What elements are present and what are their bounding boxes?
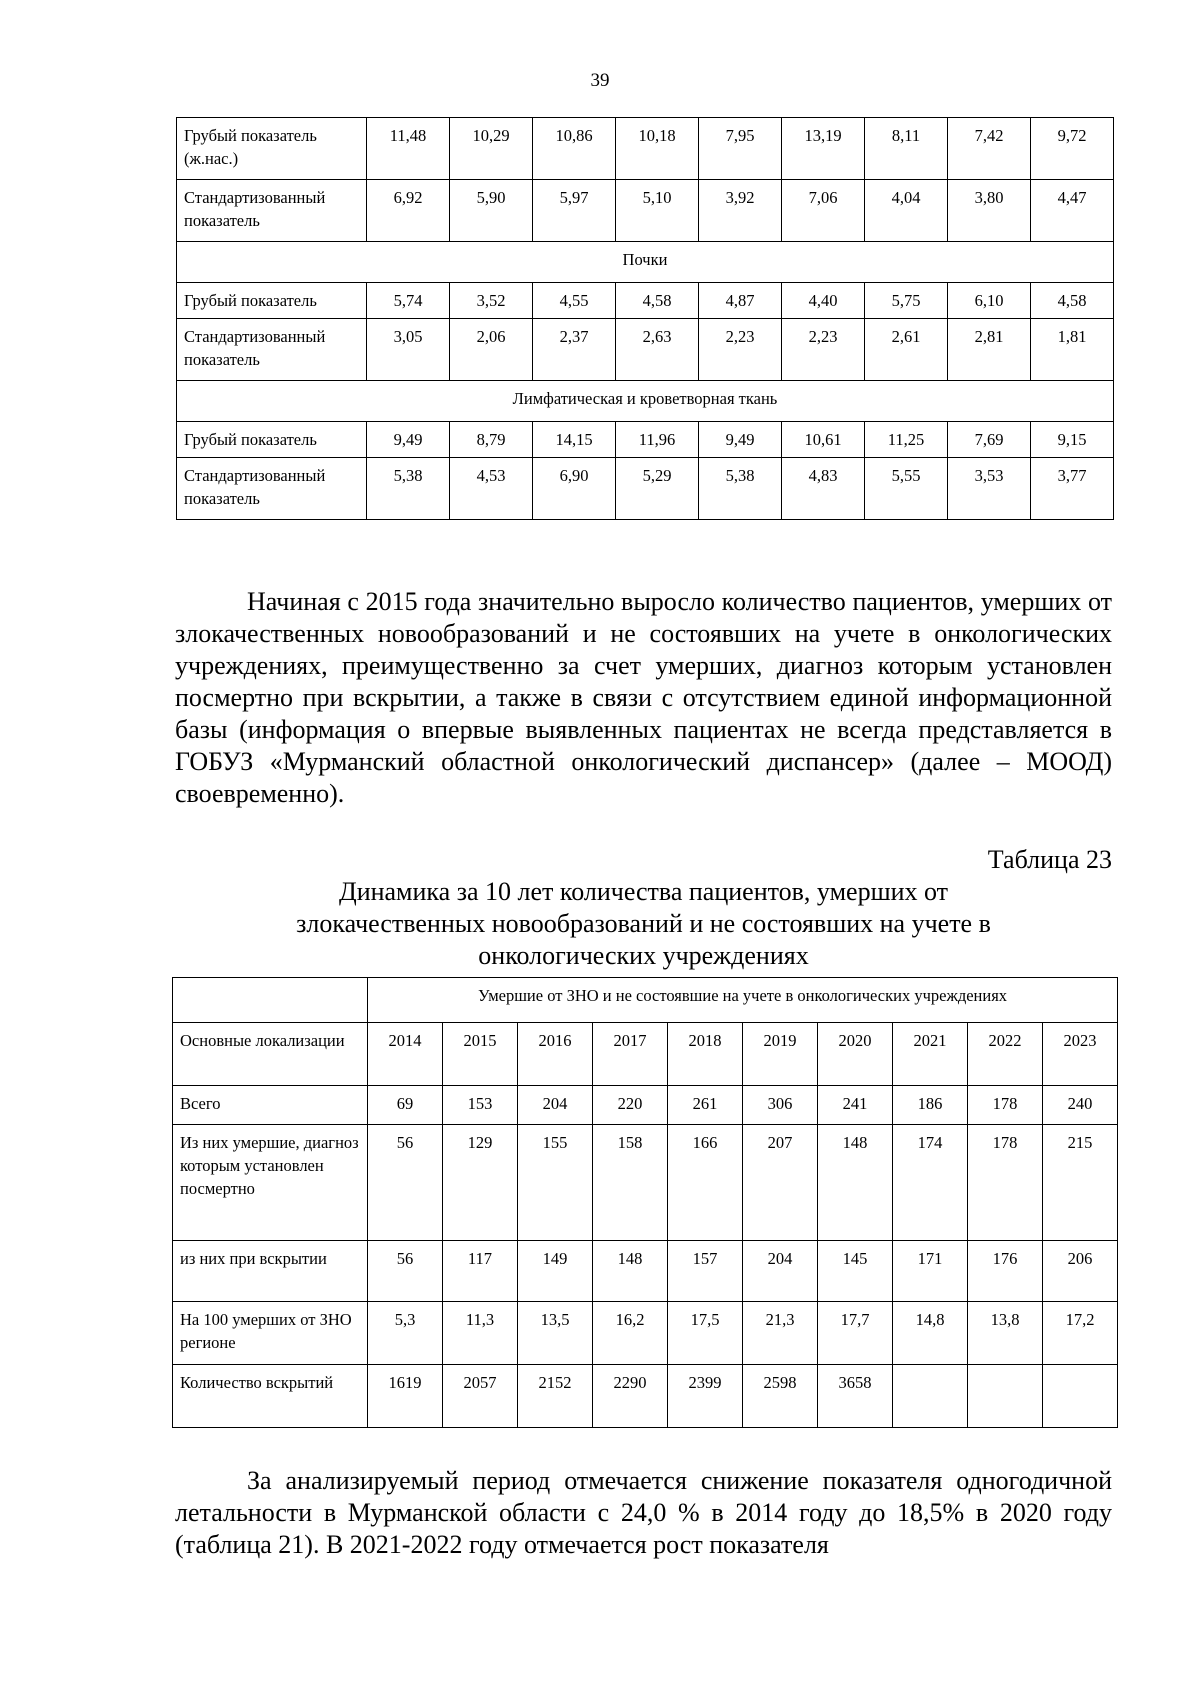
t2-cell: 1619 [368, 1365, 443, 1428]
t1-cell: 4,87 [699, 283, 782, 319]
t1-cell: 10,61 [782, 422, 865, 458]
t1-row [177, 422, 1114, 458]
t1-cell: 3,92 [699, 180, 782, 242]
t2-cell: 174 [893, 1125, 968, 1241]
t1-cell: 5,74 [367, 283, 450, 319]
t2-cell: 129 [443, 1125, 518, 1241]
t1-cell: 6,90 [533, 458, 616, 520]
t1-cell: 4,04 [865, 180, 948, 242]
t1-row-label: Стандартизованный показатель [177, 180, 367, 242]
t2-corner-cell [173, 978, 368, 1023]
t2-cell: 240 [1043, 1086, 1118, 1125]
t1-cell: 7,06 [782, 180, 865, 242]
t1-cell: 1,81 [1031, 319, 1114, 381]
t2-row-label: Всего [173, 1086, 368, 1125]
t1-cell: 9,15 [1031, 422, 1114, 458]
t1-cell: 7,95 [699, 118, 782, 180]
t1-cell: 4,53 [450, 458, 533, 520]
section-title-lymph: Лимфатическая и кроветворная ткань [177, 381, 1114, 422]
t1-section-lymph-row [177, 381, 1114, 422]
t2-cell: 3658 [818, 1365, 893, 1428]
t1-row-label: Стандартизованный показатель [177, 458, 367, 520]
t1-row [177, 319, 1114, 381]
t1-cell: 13,19 [782, 118, 865, 180]
t2-cell: 17,5 [668, 1302, 743, 1365]
t2-row-label: из них при вскрытии [173, 1241, 368, 1302]
t2-cell: 2399 [668, 1365, 743, 1428]
t2-row [173, 1302, 1118, 1365]
t2-group-header: Умершие от ЗНО и не состоявшие на учете в онкологических учреждениях [368, 978, 1118, 1023]
t2-cell: 2598 [743, 1365, 818, 1428]
t2-cell: 117 [443, 1241, 518, 1302]
t2-year-header: 2022 [968, 1023, 1043, 1086]
t2-cell: 155 [518, 1125, 593, 1241]
t1-cell: 2,23 [782, 319, 865, 381]
t2-cell: 204 [518, 1086, 593, 1125]
t1-cell: 5,75 [865, 283, 948, 319]
t1-group-kidney [177, 283, 1114, 381]
table-title-line-3: онкологических учреждениях [478, 941, 809, 970]
t1-cell: 4,55 [533, 283, 616, 319]
t2-row-header: Основные локализации [173, 1023, 368, 1086]
t2-cell: 145 [818, 1241, 893, 1302]
t2-cell [1043, 1365, 1118, 1428]
t1-cell: 3,77 [1031, 458, 1114, 520]
t1-cell: 11,96 [616, 422, 699, 458]
table-title [175, 876, 1112, 972]
t1-cell: 11,48 [367, 118, 450, 180]
t2-cell: 148 [593, 1241, 668, 1302]
t1-cell: 4,58 [616, 283, 699, 319]
t1-cell: 10,18 [616, 118, 699, 180]
t1-cell: 5,38 [699, 458, 782, 520]
t1-cell: 5,55 [865, 458, 948, 520]
t2-years-row [173, 1023, 1118, 1086]
page-number: 39 [590, 70, 610, 91]
t2-year-header: 2016 [518, 1023, 593, 1086]
t2-group-header-row [173, 978, 1118, 1023]
t1-cell: 3,05 [367, 319, 450, 381]
t2-cell: 166 [668, 1125, 743, 1241]
t2-row [173, 1086, 1118, 1125]
t2-cell: 2152 [518, 1365, 593, 1428]
t1-cell: 14,15 [533, 422, 616, 458]
t2-body [173, 1086, 1118, 1428]
t2-year-header: 2018 [668, 1023, 743, 1086]
t1-row [177, 118, 1114, 180]
t1-cell: 8,79 [450, 422, 533, 458]
t1-cell: 2,61 [865, 319, 948, 381]
t2-cell: 56 [368, 1241, 443, 1302]
t2-cell [968, 1365, 1043, 1428]
t1-row-label: Грубый показатель [177, 283, 367, 319]
t2-cell: 13,5 [518, 1302, 593, 1365]
t1-cell: 2,23 [699, 319, 782, 381]
t2-cell [893, 1365, 968, 1428]
t2-cell: 206 [1043, 1241, 1118, 1302]
t2-row-label: На 100 умерших от ЗНО регионе [173, 1302, 368, 1365]
t2-cell: 56 [368, 1125, 443, 1241]
t2-cell: 204 [743, 1241, 818, 1302]
t2-cell: 157 [668, 1241, 743, 1302]
t2-cell: 241 [818, 1086, 893, 1125]
table-title-line-2: злокачественных новообразований и не состоявших на учете в [296, 909, 991, 938]
t1-row-label: Грубый показатель [177, 422, 367, 458]
t2-cell: 176 [968, 1241, 1043, 1302]
t2-cell: 11,3 [443, 1302, 518, 1365]
t2-cell: 261 [668, 1086, 743, 1125]
paragraph-2-text: За анализируемый период отмечается снижение показателя одногодичной летальности в Мурманской области с 24,0 % в 2014 году до 18,5% в 2020 году (таблица 21). В 2021-2022 году отмечается рост показателя [175, 1466, 1112, 1559]
t2-cell: 178 [968, 1086, 1043, 1125]
t2-cell: 14,8 [893, 1302, 968, 1365]
t2-cell: 207 [743, 1125, 818, 1241]
t1-cell: 10,86 [533, 118, 616, 180]
t2-cell: 149 [518, 1241, 593, 1302]
t1-cell: 4,40 [782, 283, 865, 319]
t1-cell: 10,29 [450, 118, 533, 180]
paragraph-1 [175, 586, 1112, 810]
t1-cell: 3,53 [948, 458, 1031, 520]
t1-cell: 9,49 [699, 422, 782, 458]
t1-cell: 5,90 [450, 180, 533, 242]
t1-cell: 6,10 [948, 283, 1031, 319]
t2-cell: 178 [968, 1125, 1043, 1241]
t2-cell: 5,3 [368, 1302, 443, 1365]
t2-cell: 220 [593, 1086, 668, 1125]
t2-year-header: 2019 [743, 1023, 818, 1086]
t1-row [177, 283, 1114, 319]
t2-row [173, 1241, 1118, 1302]
t2-cell: 17,2 [1043, 1302, 1118, 1365]
t2-year-header: 2015 [443, 1023, 518, 1086]
t1-cell: 2,06 [450, 319, 533, 381]
t1-cell: 6,92 [367, 180, 450, 242]
table-number: Таблица 23 [987, 845, 1112, 874]
t1-row [177, 458, 1114, 520]
t2-cell: 2290 [593, 1365, 668, 1428]
deaths-not-registered-table [172, 977, 1118, 1428]
t1-cell: 5,38 [367, 458, 450, 520]
t2-cell: 148 [818, 1125, 893, 1241]
t2-year-header: 2017 [593, 1023, 668, 1086]
t1-cell: 5,97 [533, 180, 616, 242]
t2-cell: 306 [743, 1086, 818, 1125]
t1-cell: 7,69 [948, 422, 1031, 458]
t1-section-kidney-row [177, 242, 1114, 283]
t2-row-label: Количество вскрытий [173, 1365, 368, 1428]
t2-year-header: 2023 [1043, 1023, 1118, 1086]
t2-year-header: 2021 [893, 1023, 968, 1086]
t1-cell: 4,47 [1031, 180, 1114, 242]
mortality-rates-table [176, 117, 1114, 520]
t1-cell: 9,49 [367, 422, 450, 458]
t1-cell: 9,72 [1031, 118, 1114, 180]
t2-cell: 21,3 [743, 1302, 818, 1365]
t2-cell: 2057 [443, 1365, 518, 1428]
t1-row-label: Грубый показатель (ж.нас.) [177, 118, 367, 180]
t1-cell: 3,80 [948, 180, 1031, 242]
t2-year-header: 2020 [818, 1023, 893, 1086]
t2-cell: 158 [593, 1125, 668, 1241]
t1-cell: 7,42 [948, 118, 1031, 180]
t1-cell: 4,58 [1031, 283, 1114, 319]
t2-cell: 186 [893, 1086, 968, 1125]
t1-cell: 2,37 [533, 319, 616, 381]
section-title-kidney: Почки [177, 242, 1114, 283]
t1-row [177, 180, 1114, 242]
t2-cell: 171 [893, 1241, 968, 1302]
t1-cell: 3,52 [450, 283, 533, 319]
table-title-line-1: Динамика за 10 лет количества пациентов, умерших от [338, 877, 949, 906]
t2-cell: 215 [1043, 1125, 1118, 1241]
t2-cell: 13,8 [968, 1302, 1043, 1365]
t1-cell: 5,10 [616, 180, 699, 242]
t1-group-lymph [177, 422, 1114, 520]
t1-row-label: Стандартизованный показатель [177, 319, 367, 381]
t1-cell: 4,83 [782, 458, 865, 520]
t2-row [173, 1365, 1118, 1428]
paragraph-2 [175, 1465, 1112, 1561]
t2-cell: 17,7 [818, 1302, 893, 1365]
t1-cell: 5,29 [616, 458, 699, 520]
t2-cell: 69 [368, 1086, 443, 1125]
t1-cell: 2,81 [948, 319, 1031, 381]
t2-cell: 153 [443, 1086, 518, 1125]
t1-cell: 8,11 [865, 118, 948, 180]
t1-cell: 11,25 [865, 422, 948, 458]
t2-row [173, 1125, 1118, 1241]
t2-row-label: Из них умершие, диагноз которым установлен посмертно [173, 1125, 368, 1241]
t2-year-header: 2014 [368, 1023, 443, 1086]
paragraph-1-text: Начиная с 2015 года значительно выросло количество пациентов, умерших от злокачественных новообразований и не состоявших на учете в онкологических учреждениях, преимущественно за счет умерших, диагноз которым установлен посмертно при вскрытии, а также в связи с отсутствием единой информационной базы (информация о впервые выявленных пациентах не всегда представляется в ГОБУЗ «Мурманский областной онкологический диспансер» (далее – МООД) своевременно). [175, 587, 1112, 808]
t2-cell: 16,2 [593, 1302, 668, 1365]
t1-group-top [177, 118, 1114, 242]
t1-cell: 2,63 [616, 319, 699, 381]
